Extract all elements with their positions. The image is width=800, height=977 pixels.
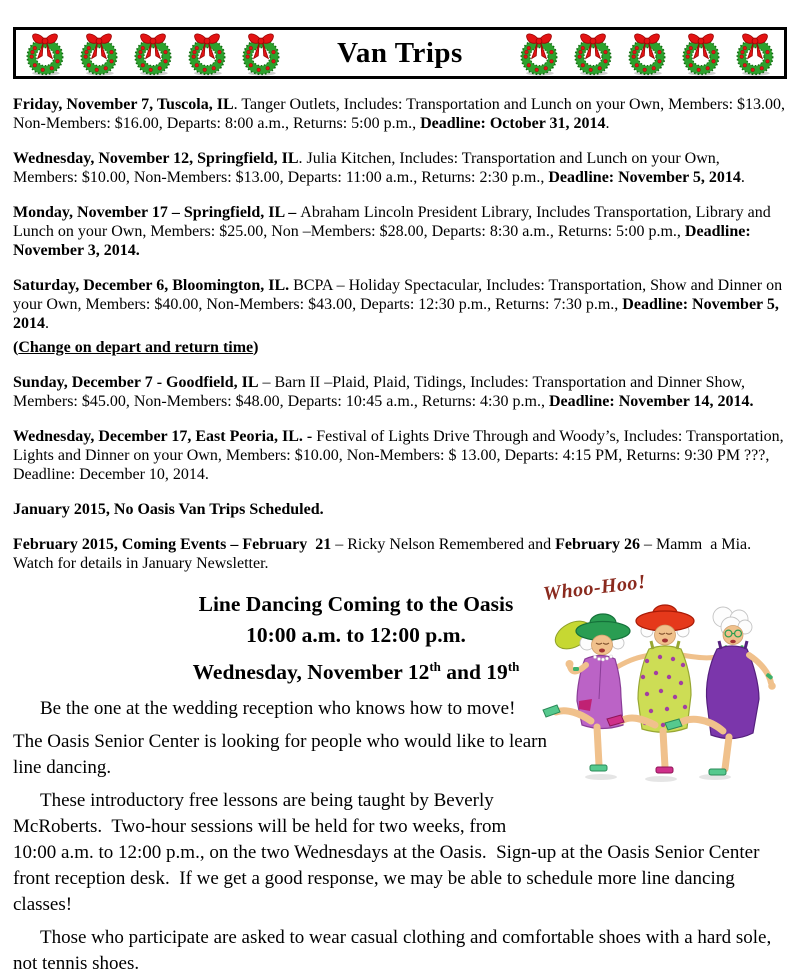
trip-paragraph bbox=[13, 373, 787, 411]
dancing-ladies-illustration bbox=[539, 570, 791, 783]
trip-text-segment: February 26 bbox=[555, 536, 641, 553]
trip-text-segment: . bbox=[740, 169, 745, 186]
trip-text-segment: Festival of Lights Drive Through and Woody’s, Includes: Transportation, Lights and Dinner on your Own, Members: $10.00, Non-Members: $ 13.00, Departs: 4:15 PM, Returns: 9:30 PM ???, Deadline: December 10, 2014. bbox=[13, 428, 788, 483]
trip-text-segment: – Mamm a Mia. Watch for details in January Newsletter. bbox=[13, 536, 755, 572]
christmas-wreath-icon bbox=[75, 30, 123, 76]
whoo-hoo-caption: Whoo-Hoo! bbox=[541, 570, 648, 606]
body-paragraph: These introductory free lessons are being taught by Beverly McRoberts. Two-hour sessions will be held for two weeks, from 10:00 a.m. to 12:00 p.m., on the two Wednesdays at the Oasis. Sign-up at the Oasis Senior Center front reception desk. If we get a good response, we may be able to schedule more line dancing classes! bbox=[13, 790, 765, 916]
christmas-wreath-icon bbox=[21, 30, 69, 76]
trip-text-segment: February 2015, Coming Events – February 21 bbox=[13, 536, 332, 553]
trip-text-segment: Deadline: November 5, 2014 bbox=[13, 296, 783, 332]
trip-text-segment: Deadline: November 14, 2014. bbox=[548, 393, 754, 410]
trip-text-segment: Abraham Lincoln President Library, Includes Transportation, Library and Lunch on your Own, Members: $25.00, Non –Members: $28.00, Departs: 8:30 a.m., Returns: 5:00 p.m., bbox=[13, 204, 775, 240]
line-dancing-title: Line Dancing Coming to the Oasis bbox=[198, 592, 514, 616]
christmas-wreath-icon bbox=[515, 30, 563, 76]
dates-mid: and 19 bbox=[440, 660, 508, 685]
body-paragraph: Be the one at the wedding reception who knows how to move! bbox=[40, 698, 516, 720]
trip-text-segment: Deadline: November 5, 2014 bbox=[548, 169, 741, 186]
wreath-group-left bbox=[21, 30, 285, 76]
page-title: Van Trips bbox=[337, 36, 463, 69]
trip-paragraph bbox=[13, 500, 787, 519]
christmas-wreath-icon bbox=[183, 30, 231, 76]
trip-text-segment: January 2015, No Oasis Van Trips Scheduled. bbox=[13, 501, 324, 518]
trip-text-segment: Wednesday, December 17, East Peoria, IL. - bbox=[13, 428, 317, 445]
christmas-wreath-icon bbox=[623, 30, 671, 76]
trip-text-segment: . bbox=[45, 315, 49, 332]
trip-text-segment: Monday, November 17 – Springfield, IL – bbox=[13, 204, 301, 221]
trip-text-segment: Change on depart and return time bbox=[18, 339, 254, 356]
christmas-wreath-icon bbox=[569, 30, 617, 76]
trip-paragraph bbox=[13, 535, 787, 573]
dates-sup-2: th bbox=[507, 659, 520, 674]
trip-text-segment: – Ricky Nelson Remembered and bbox=[331, 536, 556, 553]
body-paragraph: Those who participate are asked to wear casual clothing and comfortable shoes with a hard sole, not tennis shoes. bbox=[13, 927, 776, 975]
trip-paragraph bbox=[13, 149, 787, 187]
dancing-ladies-drawing bbox=[539, 597, 791, 783]
trip-text-segment: . bbox=[605, 115, 610, 132]
trip-text-segment: ) bbox=[253, 339, 259, 356]
trip-text-segment: – Barn II –Plaid, Plaid, Tidings, Includes: Transportation and Dinner Show, Members: $45.00, Non-Members: $48.00, Departs: 10:45 a.m., Returns: 4:30 p.m., bbox=[13, 374, 750, 410]
trip-text-segment: Deadline: November 3, 2014. bbox=[13, 223, 755, 259]
wreath-group-right bbox=[515, 30, 779, 76]
dates-sup-1: th bbox=[429, 659, 441, 674]
body-paragraph: The Oasis Senior Center is looking for people who would like to learn line dancing. bbox=[13, 731, 552, 779]
trip-text-segment: Friday, November 7, Tuscola, IL bbox=[13, 96, 234, 113]
trip-paragraph bbox=[13, 276, 787, 333]
dates-prefix: Wednesday, November 12 bbox=[192, 660, 430, 685]
trip-text-segment: Deadline: October 31, 2014 bbox=[420, 115, 606, 132]
van-trips-banner bbox=[13, 27, 787, 79]
trip-text-segment: . Julia Kitchen, Includes: Transportation and Lunch on your Own, Members: $10.00, Non-Members: $13.00, Departs: 11:00 a.m., Returns: 2:30 p.m., bbox=[13, 150, 724, 186]
trip-paragraph bbox=[13, 427, 787, 484]
line-dancing-time: 10:00 a.m. to 12:00 p.m. bbox=[246, 623, 466, 647]
trips-list bbox=[13, 95, 790, 573]
line-dancing-section bbox=[13, 570, 787, 688]
christmas-wreath-icon bbox=[237, 30, 285, 76]
newsletter-page bbox=[0, 27, 800, 977]
trip-text-segment: Wednesday, November 12, Springfield, IL bbox=[13, 150, 299, 167]
christmas-wreath-icon bbox=[731, 30, 779, 76]
trip-paragraph bbox=[13, 338, 787, 357]
trip-text-segment: Saturday, December 6, Bloomington, IL. bbox=[13, 277, 290, 294]
trip-paragraph bbox=[13, 203, 787, 260]
trip-text-segment: BCPA – Holiday Spectacular, Includes: Transportation, Show and Dinner on your Own, Members: $40.00, Non-Members: $43.00, Departs: 12:30 p.m., Returns: 7:30 p.m., bbox=[13, 277, 787, 313]
christmas-wreath-icon bbox=[677, 30, 725, 76]
trip-text-segment: . Tanger Outlets, Includes: Transportation and Lunch on your Own, Members: $13.00, Non-Members: $16.00, Departs: 8:00 a.m., Returns: 5:00 p.m., bbox=[13, 96, 790, 132]
trip-paragraph bbox=[13, 95, 790, 133]
trip-text-segment: Sunday, December 7 - Goodfield, IL bbox=[13, 374, 259, 391]
christmas-wreath-icon bbox=[129, 30, 177, 76]
trip-text-segment: ( bbox=[13, 339, 19, 356]
